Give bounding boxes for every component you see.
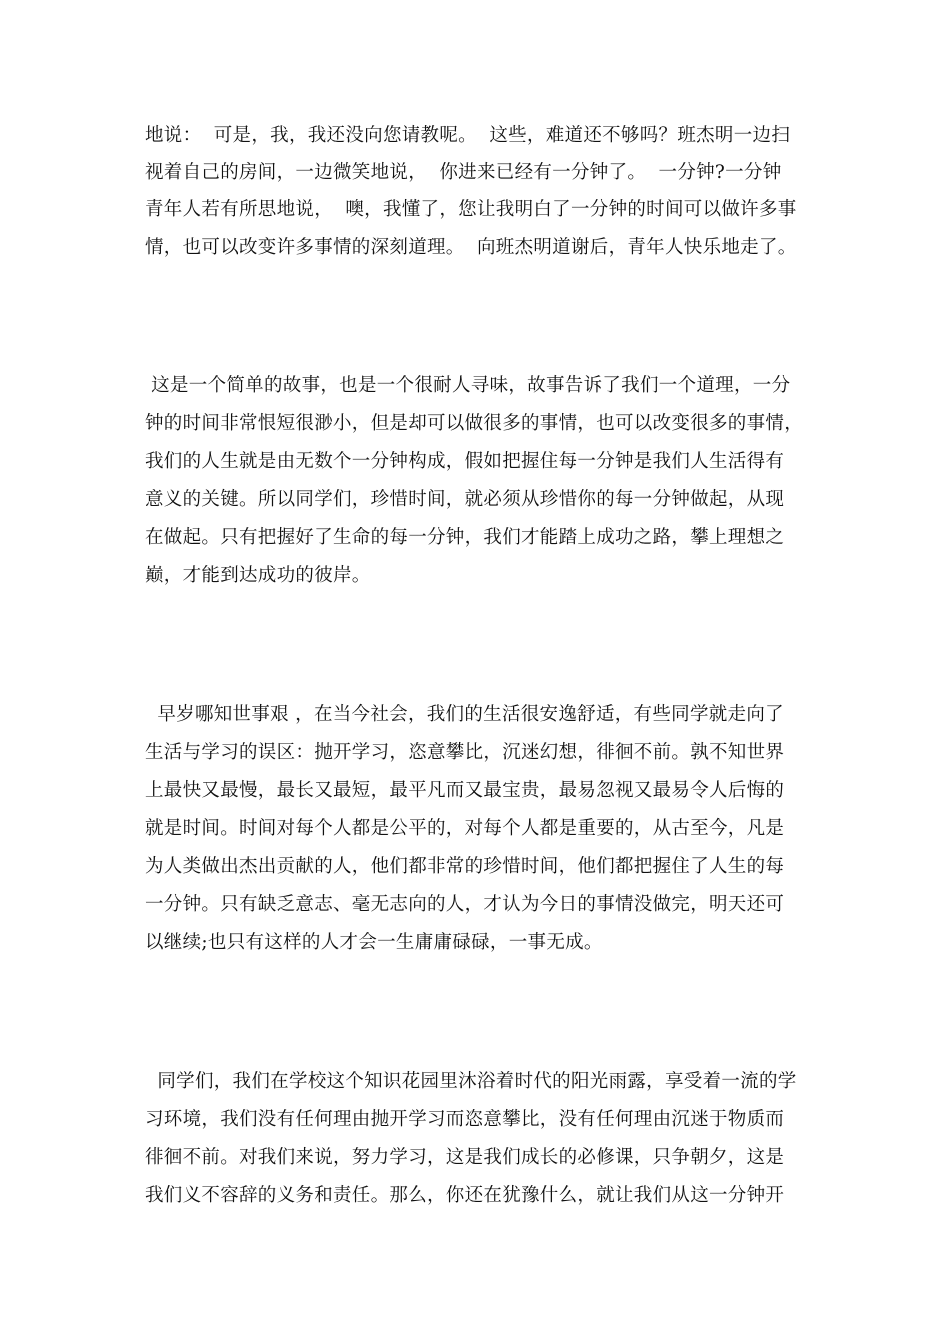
paragraph-line: 徘徊不前。对我们来说，努力学习，这是我们成长的必修课，只争朝夕，这是	[145, 1147, 785, 1168]
paragraph-line: 在做起。只有把握好了生命的每一分钟，我们才能踏上成功之路，攀上理想之	[145, 527, 785, 548]
paragraph-line: 我们的人生就是由无数个一分钟构成，假如把握住每一分钟是我们人生活得有	[145, 451, 785, 472]
paragraph-line: 生活与学习的误区：抛开学习，恣意攀比，沉迷幻想，徘徊不前。孰不知世界	[145, 742, 785, 763]
paragraph-line: 这是一个简单的故事，也是一个很耐人寻味，故事告诉了我们一个道理，一分	[145, 375, 791, 396]
paragraph-line: 情，也可以改变许多事情的深刻道理。 向班杰明道谢后，青年人快乐地走了。	[145, 237, 797, 258]
paragraph-line: 巅，才能到达成功的彼岸。	[145, 565, 371, 586]
paragraph-line: 就是时间。时间对每个人都是公平的，对每个人都是重要的，从古至今，凡是	[145, 818, 785, 839]
paragraph-line: 我们义不容辞的义务和责任。那么，你还在犹豫什么，就让我们从这一分钟开	[145, 1185, 785, 1206]
paragraph-line: 上最快又最慢，最长又最短，最平凡而又最宝贵，最易忽视又最易令人后悔的	[145, 780, 785, 801]
paragraph-line: 一分钟。只有缺乏意志、毫无志向的人，才认为今日的事情没做完，明天还可	[145, 894, 785, 915]
paragraph-line: 习环境，我们没有任何理由抛开学习而恣意攀比，没有任何理由沉迷于物质而	[145, 1109, 785, 1130]
paragraph-line: 青年人若有所思地说， 噢，我懂了，您让我明白了一分钟的时间可以做许多事	[145, 199, 797, 220]
paragraph-line: 为人类做出杰出贡献的人，他们都非常的珍惜时间，他们都把握住了人生的每	[145, 856, 785, 877]
paragraph-line: 早岁哪知世事艰 ，在当今社会，我们的生活很安逸舒适，有些同学就走向了	[145, 704, 784, 725]
paragraph-line: 钟的时间非常恨短很渺小，但是却可以做很多的事情，也可以改变很多的事情，	[145, 413, 804, 434]
paragraph-line: 以继续;也只有这样的人才会一生庸庸碌碌，一事无成。	[145, 932, 603, 953]
paragraph-line: 地说： 可是，我，我还没向您请教呢。 这些，难道还不够吗？班杰明一边扫	[145, 125, 791, 146]
paragraph-line: 视着自己的房间，一边微笑地说， 你进来已经有一分钟了。 一分钟?一分钟	[145, 162, 782, 183]
paragraph-line: 意义的关键。所以同学们，珍惜时间，就必须从珍惜你的每一分钟做起，从现	[145, 489, 785, 510]
paragraph-line: 同学们，我们在学校这个知识花园里沐浴着时代的阳光雨露，享受着一流的学	[145, 1071, 797, 1092]
